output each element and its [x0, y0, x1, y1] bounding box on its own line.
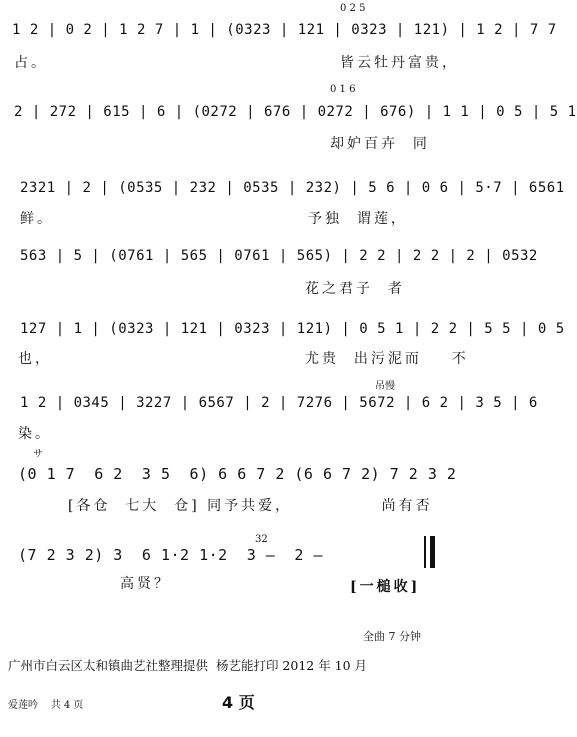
footer-title: 爱莲吟 共 4 页 — [8, 700, 84, 711]
lyric-line: 鲜。 — [20, 211, 54, 227]
lyric-line-2: 尤贵 出污泥而 不 — [305, 351, 469, 367]
lyric-line: 高贤？ — [120, 576, 171, 592]
lyric-line: 花之君子 者 — [305, 281, 405, 297]
jianpu-notes: (0 1 7 6 2 3 5 6) 6 6 7 2 (6 6 7 2) 7 2 3 2 — [18, 465, 457, 483]
free-tempo-mark: サ — [33, 449, 43, 460]
duration-note: 全曲 7 分钟 — [363, 630, 421, 643]
jianpu-notes: 2321 | 2 | (0535 | 232 | 0535 | 232) | 5 6 | 0 6 | 5·7 | 6561 — [20, 180, 565, 196]
page-number: 4 页 — [222, 693, 255, 712]
tempo-mark: 吊慢 — [375, 381, 395, 392]
jianpu-notes: (7 2 3 2) 3 6 1·2 1·2 3 — 2 — — [18, 546, 323, 564]
jianpu-notes: 1 2 | 0345 | 3227 | 6567 | 2 | 7276 | 5672 | 6 2 | 3 5 | 6 — [20, 395, 538, 411]
lyric-line: 染。 — [18, 426, 52, 442]
final-barline-thick — [430, 536, 435, 568]
jianpu-notes: 2 | 272 | 615 | 6 | (0272 | 676 | 0272 | 676) | 1 1 | 0 5 | 5 1 — [14, 104, 577, 120]
lyric-line-2: 予独 谓莲， — [308, 211, 408, 227]
grace-notes: 32 — [255, 534, 268, 545]
lyric-line-2: 皆云牡丹富贵， — [340, 55, 459, 71]
jianpu-notes: 127 | 1 | (0323 | 121 | 0323 | 121) | 0 5 1 | 2 2 | 5 5 | 0 5 — [20, 321, 565, 337]
lyric-line: 却妒百卉 同 — [330, 136, 430, 152]
ending-label: [一槌收] — [350, 579, 421, 595]
jianpu-notes: 563 | 5 | (0761 | 565 | 0761 | 565) | 2 2 | 2 2 | 2 | 0532 — [20, 248, 538, 264]
credit-line: 广州市白云区太和镇曲艺社整理提供 杨艺能打印 2012 年 10 月 — [8, 658, 368, 673]
jianpu-notes: 1 2 | 0 2 | 1 2 7 | 1 | (0323 | 121 | 0323 | 121) | 1 2 | 7 7 — [12, 22, 557, 38]
final-barline-thin — [424, 536, 426, 568]
lyric-line: 也， — [18, 351, 52, 367]
grace-notes: 0 2 5 — [340, 3, 366, 14]
lyric-line: [各仓 七大 仓] 同予共爱， 尚有否 — [68, 498, 433, 514]
lyric-line: 占。 — [14, 55, 48, 71]
grace-notes: 0 1 6 — [330, 84, 356, 95]
